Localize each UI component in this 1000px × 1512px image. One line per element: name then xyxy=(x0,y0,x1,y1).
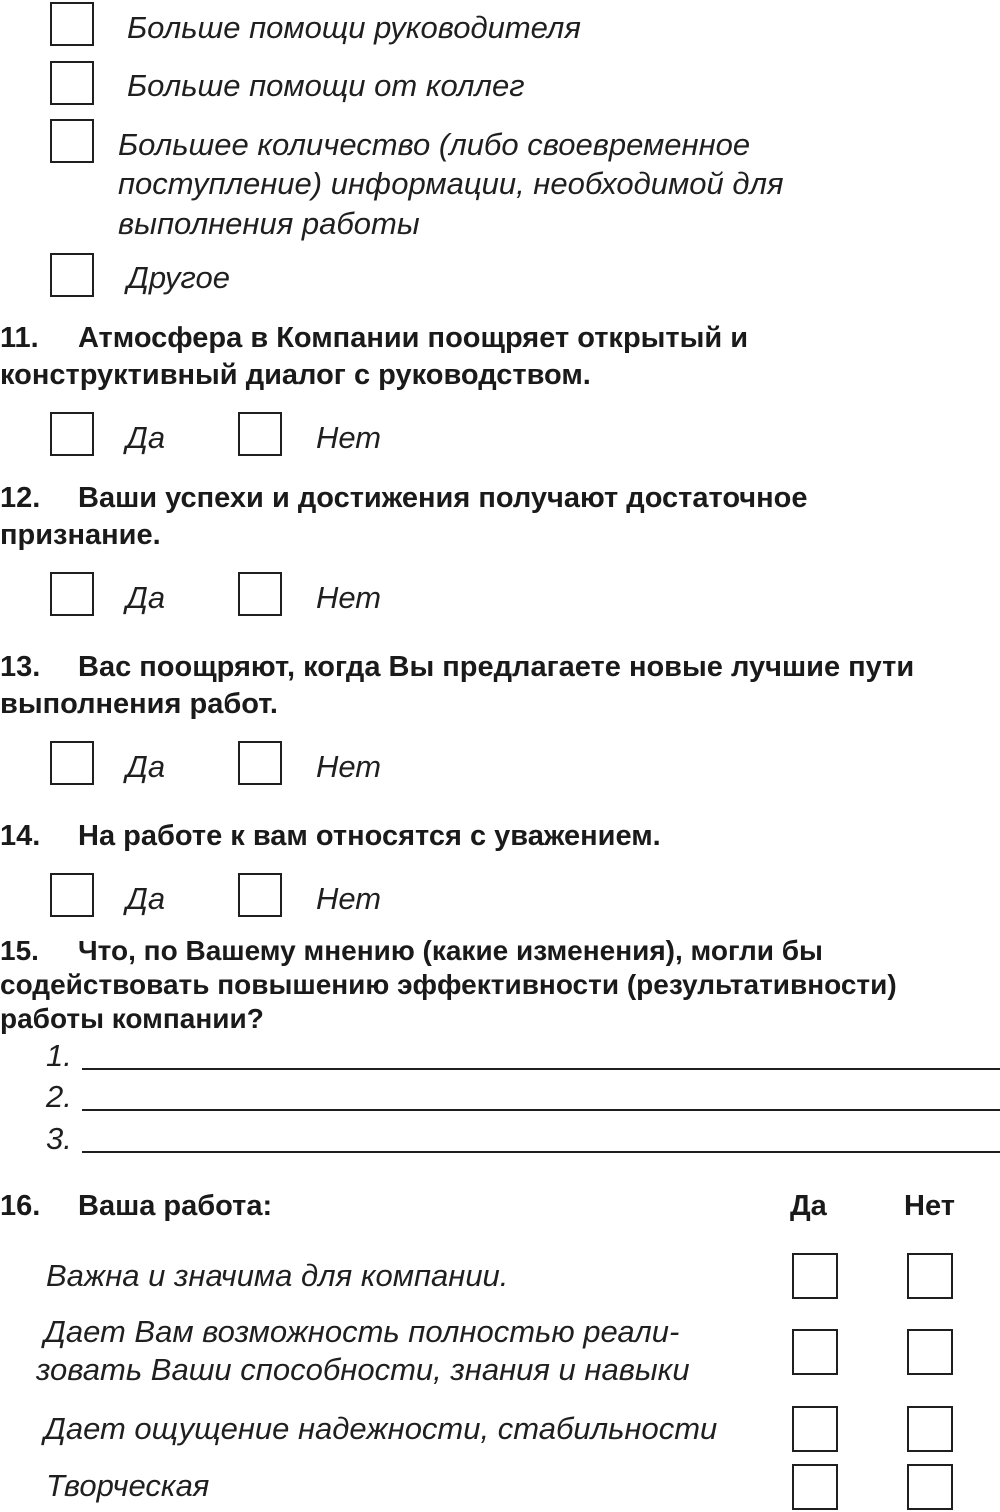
answer-3-field[interactable] xyxy=(82,1151,1000,1153)
q16-row-creative: Творческая xyxy=(46,1468,210,1503)
q11-yes-checkbox[interactable] xyxy=(50,412,94,456)
checkbox-more-information[interactable] xyxy=(50,119,94,163)
checkbox-more-colleague-help[interactable] xyxy=(50,61,94,105)
q13-yes-label: Да xyxy=(126,749,166,784)
q11-no-label: Нет xyxy=(316,420,382,455)
answer-1-field[interactable] xyxy=(82,1068,1000,1070)
q16-row-realize-no-checkbox[interactable] xyxy=(907,1329,953,1375)
q12-yes-label: Да xyxy=(126,580,166,615)
question-number: 14. xyxy=(0,820,41,852)
question-15 xyxy=(0,934,1000,1036)
question-number: 16. xyxy=(0,1190,41,1222)
q14-yes-checkbox[interactable] xyxy=(50,873,94,917)
question-16 xyxy=(0,1188,1000,1225)
question-text-line-2: содействовать повышению эффективности (результативности) xyxy=(0,969,897,1000)
column-header-yes: Да xyxy=(790,1190,827,1222)
q16-row-important-no-checkbox[interactable] xyxy=(907,1253,953,1299)
question-12 xyxy=(0,480,1000,554)
answer-1-label: 1. xyxy=(46,1038,72,1073)
checkbox-more-manager-help[interactable] xyxy=(50,2,94,46)
question-text-line-2: выполнения работ. xyxy=(0,688,278,720)
question-text-line-1: Что, по Вашему мнению (какие изменения), могли бы xyxy=(78,935,823,966)
q11-no-checkbox[interactable] xyxy=(238,412,282,456)
question-title: Ваша работа: xyxy=(78,1190,273,1222)
answer-2-field[interactable] xyxy=(82,1109,1000,1111)
question-11 xyxy=(0,320,1000,394)
q11-yes-label: Да xyxy=(126,420,166,455)
q16-row-important: Важна и значима для компании. xyxy=(46,1258,509,1293)
question-13 xyxy=(0,649,1000,723)
q16-row-realize-yes-checkbox[interactable] xyxy=(792,1329,838,1375)
question-text-line-1: На работе к вам относятся с уважением. xyxy=(78,820,661,852)
option-more-colleague-help: Больше помощи от коллег xyxy=(127,68,525,103)
option-other: Другое xyxy=(127,260,230,295)
question-number: 15. xyxy=(0,935,39,966)
option-more-information-line-1: Большее количество (либо своевременное xyxy=(118,127,751,162)
q16-row-creative-no-checkbox[interactable] xyxy=(907,1464,953,1510)
option-more-manager-help: Больше помощи руководителя xyxy=(127,10,581,45)
q13-yes-checkbox[interactable] xyxy=(50,741,94,785)
question-text-line-2: признание. xyxy=(0,519,161,551)
option-more-information-line-2: поступление) информации, необходимой для xyxy=(118,166,784,201)
q16-row-stability-yes-checkbox[interactable] xyxy=(792,1406,838,1452)
column-header-no: Нет xyxy=(904,1190,955,1222)
q14-no-label: Нет xyxy=(316,881,382,916)
q16-row-realize-line-2: зовать Ваши способности, знания и навыки xyxy=(36,1352,690,1387)
question-14 xyxy=(0,818,1000,855)
q12-no-label: Нет xyxy=(316,580,382,615)
q13-no-label: Нет xyxy=(316,749,382,784)
q13-no-checkbox[interactable] xyxy=(238,741,282,785)
question-text-line-2: конструктивный диалог с руководством. xyxy=(0,359,591,391)
question-text-line-1: Атмосфера в Компании поощряет открытый и xyxy=(78,322,749,354)
q16-row-creative-yes-checkbox[interactable] xyxy=(792,1464,838,1510)
answer-3-label: 3. xyxy=(46,1121,72,1156)
answer-2-label: 2. xyxy=(46,1079,72,1114)
question-number: 13. xyxy=(0,651,41,683)
q12-yes-checkbox[interactable] xyxy=(50,572,94,616)
q16-row-important-yes-checkbox[interactable] xyxy=(792,1253,838,1299)
question-number: 12. xyxy=(0,482,41,514)
option-more-information-line-3: выполнения работы xyxy=(118,206,420,241)
q16-row-stability-no-checkbox[interactable] xyxy=(907,1406,953,1452)
question-text-line-1: Ваши успехи и достижения получают достаточное xyxy=(78,482,808,514)
question-text-line-1: Вас поощряют, когда Вы предлагаете новые лучшие пути xyxy=(78,651,915,683)
checkbox-other[interactable] xyxy=(50,253,94,297)
q12-no-checkbox[interactable] xyxy=(238,572,282,616)
q14-no-checkbox[interactable] xyxy=(238,873,282,917)
question-number: 11. xyxy=(0,322,39,354)
q14-yes-label: Да xyxy=(126,881,166,916)
q16-row-stability: Дает ощущение надежности, стабильности xyxy=(44,1411,718,1446)
q16-row-realize-line-1: Дает Вам возможность полностью реали- xyxy=(44,1314,680,1349)
question-text-line-3: работы компании? xyxy=(0,1003,264,1034)
